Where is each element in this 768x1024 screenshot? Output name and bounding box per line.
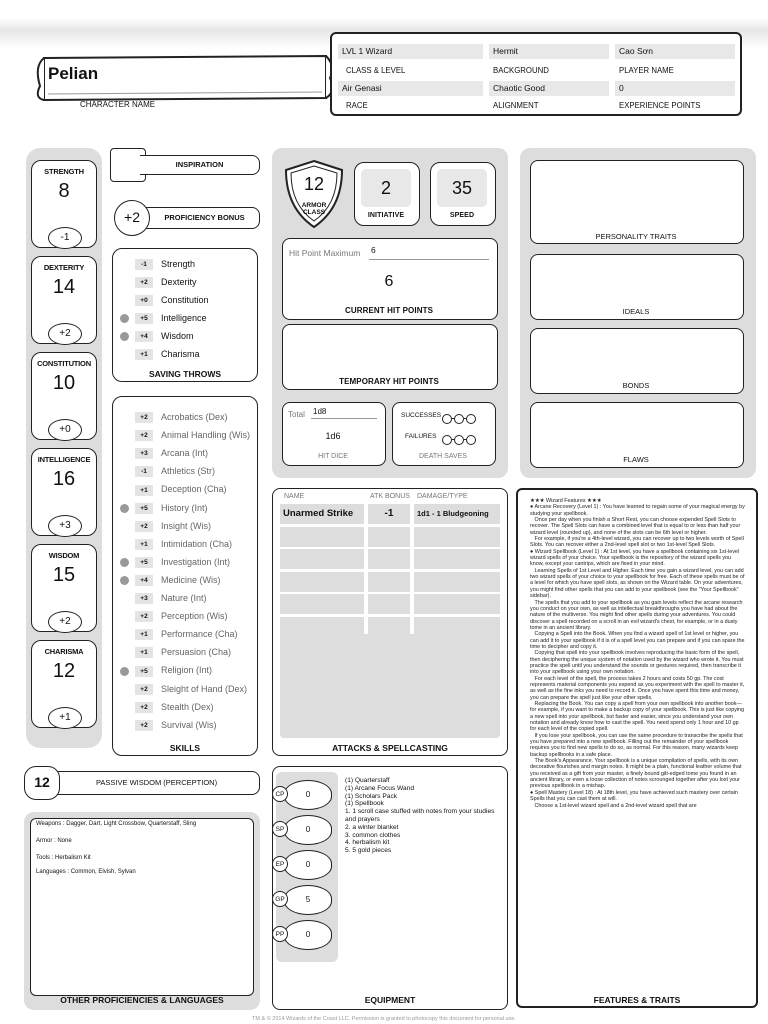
class-level-label: CLASS & LEVEL	[346, 66, 406, 75]
attack-damage[interactable]	[414, 594, 500, 614]
attack-damage[interactable]	[414, 549, 500, 569]
hp-max-underline	[369, 259, 489, 260]
proficiency-dot[interactable]	[120, 522, 129, 531]
equipment-item: 3. common clothes	[345, 831, 401, 839]
skill-row[interactable]	[120, 698, 214, 716]
skill-name: Medicine (Wis)	[161, 574, 221, 585]
skill-row[interactable]	[120, 607, 228, 625]
hp-current-label: CURRENT HIT POINTS	[344, 306, 434, 315]
character-name[interactable]: Pelian	[48, 64, 99, 83]
skill-name: Religion (Int)	[161, 665, 213, 676]
attack-name[interactable]	[280, 527, 364, 547]
skill-mod: +2	[135, 702, 153, 713]
coin-sp	[275, 815, 332, 845]
equipment-item: (1) Scholars Pack	[345, 792, 398, 800]
armor-class-value[interactable]: 12	[303, 174, 325, 194]
proficiency-dot[interactable]	[120, 296, 129, 305]
ability-name: DEXTERITY	[43, 263, 85, 272]
ability-dexterity	[31, 256, 97, 344]
attack-name[interactable]	[280, 594, 364, 614]
skill-mod: +5	[135, 557, 153, 568]
skill-name: Athletics (Str)	[161, 466, 216, 477]
ideals-label: IDEALS	[622, 307, 650, 316]
skill-name: Investigation (Int)	[161, 556, 231, 567]
proficiency-block	[110, 198, 260, 238]
proficiency-line: Languages : Common, Elvish, Sylvan	[36, 869, 136, 875]
saving-throw-mod: +1	[135, 349, 153, 360]
feature-paragraph: Choose a 1st-level wizard spell and a 2nd-level wizard spell that are	[530, 802, 697, 809]
feature-paragraph: Copying that spell into your spellbook involves reproducing the basic form of the spell, then deciphering the unique system of notation used by the wizard who wrote it. You must practice the spell until you understand the sounds or gestures required, then transcribe it into your spellbook using your own notation.	[530, 650, 746, 676]
proficiency-dot[interactable]	[120, 667, 129, 676]
proficiency-dot[interactable]	[120, 467, 129, 476]
skill-row[interactable]	[120, 625, 238, 643]
saving-throw-mod: +2	[135, 277, 153, 288]
skill-row[interactable]	[120, 643, 231, 661]
bonds-box[interactable]	[530, 328, 744, 394]
coin-label: CP	[272, 786, 288, 802]
feature-paragraph: For example, if you're a 4th-level wizard, you can recover up to two levels worth of Spell Slots. You can recover either a 2nd-level spell slot or two 1st-level Spell Slots.	[530, 536, 746, 549]
skill-name: Intimidation (Cha)	[161, 538, 233, 549]
skill-mod: +2	[135, 684, 153, 695]
coin-gp	[275, 885, 332, 915]
initiative-label: INITIATIVE	[367, 212, 405, 219]
death-save-successes-label: SUCCESSES	[401, 412, 442, 419]
feature-paragraph: ● Arcane Recovery (Level 1) : You have learned to regain some of your magical energy by studying your spellbook.	[530, 504, 747, 517]
hp-max-label: Hit Point Maximum	[289, 248, 361, 258]
coin-pp	[275, 920, 332, 950]
hit-dice-box	[282, 402, 386, 466]
proficiencies-title: OTHER PROFICIENCIES & LANGUAGES	[60, 995, 224, 1005]
proficiency-dot[interactable]	[120, 486, 129, 495]
skill-row[interactable]	[120, 499, 208, 517]
death-saves-box	[392, 402, 496, 466]
feature-paragraph: For each level of the spell, the process takes 2 hours and costs 50 gp. The cost represents material components you expend as you experiment with the spell to master it, as well as the fine inks you need to record it. Once you have spent this time and money, you can prepare the spell just like your other spells.	[530, 675, 746, 701]
proficiency-dot[interactable]	[120, 558, 129, 567]
race-label: RACE	[346, 101, 368, 110]
equipment-title: EQUIPMENT	[364, 995, 416, 1005]
ability-intelligence	[31, 448, 97, 536]
skill-name: Survival (Wis)	[161, 719, 217, 730]
proficiency-dot[interactable]	[120, 332, 129, 341]
hp-current-value[interactable]: 6	[384, 273, 394, 290]
proficiency-line: Weapons : Dagger, Dart, Light Crossbow, Quarterstaff, Sling	[36, 821, 197, 827]
proficiency-label: PROFICIENCY BONUS	[140, 207, 260, 229]
skill-name: Sleight of Hand (Dex)	[161, 683, 248, 694]
attack-name[interactable]	[280, 572, 364, 592]
speed-box	[430, 162, 496, 226]
header-info-box	[330, 32, 742, 116]
skill-row[interactable]	[120, 444, 208, 462]
armor-class-label: ARMOR CLASS	[301, 202, 327, 216]
hit-dice-label: HIT DICE	[318, 453, 348, 460]
inspiration-block	[110, 148, 260, 182]
proficiency-dot[interactable]	[120, 540, 129, 549]
saving-throw-name: Dexterity	[161, 277, 197, 287]
ability-name: CHARISMA	[44, 647, 84, 656]
equipment-item: (1) Spellbook	[345, 800, 384, 808]
saving-throw-name: Intelligence	[161, 313, 207, 323]
temp-hp-box[interactable]	[282, 324, 498, 390]
saving-throw-mod: +0	[135, 295, 153, 306]
feature-paragraph: Learning Spells of 1st Level and Higher. Each time you gain a wizard level, you can add two wizard spells of your choice to your spellbook for free. Each of these spells must be of a level for which you have spell slots, as shown on the Wizard table. On your adventures, you might find other spells that you can add to your spellbook (see the "Your Spellbook" sidebar).	[530, 567, 747, 600]
proficiency-dot[interactable]	[120, 612, 129, 621]
coin-value[interactable]: 0	[284, 780, 332, 810]
attack-bonus[interactable]	[368, 527, 410, 547]
coin-label: GP	[272, 891, 288, 907]
ability-name: CONSTITUTION	[37, 359, 91, 368]
skill-name: Persuasion (Cha)	[161, 647, 232, 658]
skill-row[interactable]	[120, 571, 221, 589]
flaws-box[interactable]	[530, 402, 744, 468]
attack-bonus[interactable]	[368, 594, 410, 614]
initiative-box	[354, 162, 420, 226]
death-save-failures[interactable]	[443, 431, 476, 449]
ability-modifier[interactable]: +3	[48, 515, 82, 537]
experience-field[interactable]: 0	[615, 81, 735, 96]
skill-mod: +3	[135, 448, 153, 459]
player-name-field[interactable]: Cao Sơn	[615, 44, 735, 59]
skill-row[interactable]	[120, 535, 232, 553]
skill-mod: +2	[135, 412, 153, 423]
skill-mod: +2	[135, 430, 153, 441]
feature-paragraph: The spells that you add to your spellbook as you gain levels reflect the arcane research you conduct on your own, as well as intellectual breakthroughs you have had about the nature of the multiverse. You might find other spells during your adventures. You could discover a spell recorded on a scroll in an evil wizard's chest, for example, or in a dusty tome in an ancient library.	[530, 599, 744, 631]
saving-throw-row[interactable]	[120, 291, 209, 309]
saving-throw-row[interactable]	[120, 327, 194, 345]
hit-dice-total-value[interactable]: 1d8	[313, 407, 327, 416]
skill-name: Animal Handling (Wis)	[161, 430, 251, 441]
proficiency-dot[interactable]	[120, 685, 129, 694]
skill-mod: +2	[135, 521, 153, 532]
proficiencies-box[interactable]	[30, 818, 254, 996]
coin-ep	[275, 850, 332, 880]
features-text[interactable]	[530, 498, 746, 988]
experience-label: EXPERIENCE POINTS	[619, 101, 701, 110]
ability-name: INTELLIGENCE	[37, 455, 91, 464]
death-saves-label: DEATH SAVES	[419, 453, 467, 460]
attacks-col-damage: DAMAGE/TYPE	[417, 493, 468, 500]
skill-row[interactable]	[120, 661, 212, 679]
equipment-item: 1. 1 scroll case stuffed with notes from your studies and prayers	[345, 808, 495, 823]
skills-title: SKILLS	[169, 743, 201, 753]
attack-bonus[interactable]	[368, 572, 410, 592]
proficiency-dot[interactable]	[120, 721, 129, 730]
ability-score[interactable]: 14	[52, 276, 76, 298]
attacks-col-name: NAME	[284, 493, 305, 500]
proficiency-dot[interactable]	[120, 413, 129, 422]
proficiency-dot[interactable]	[120, 648, 129, 657]
ability-score[interactable]: 10	[52, 372, 76, 394]
equipment-item: 5. 5 gold pieces	[345, 847, 392, 855]
feature-paragraph: ● Spell Mastery (Level 18) : At 18th level, you have achieved such mastery over certain Spells that you can cast them at will.	[530, 789, 740, 803]
character-name-label: CHARACTER NAME	[80, 100, 156, 109]
skill-name: Arcana (Int)	[161, 448, 209, 459]
hit-dice-total-label: Total	[288, 410, 305, 419]
skill-row[interactable]	[120, 480, 227, 498]
speed-value[interactable]: 35	[437, 169, 487, 207]
saving-throw-name: Constitution	[161, 295, 209, 305]
skill-name: Acrobatics (Dex)	[161, 412, 228, 422]
ability-modifier[interactable]: +2	[48, 611, 82, 633]
skill-row[interactable]	[120, 680, 247, 698]
equipment-list[interactable]	[345, 777, 503, 855]
ability-modifier[interactable]: -1	[48, 227, 82, 249]
attack-damage[interactable]: 1d1 - 1 Bludgeoning	[414, 504, 500, 524]
skill-mod: +1	[135, 485, 153, 496]
feature-paragraph: The Book's Appearance. Your spellbook is a unique compilation of spells, with its own decorative flourishes and margin notes. It might be a plain, functional leather volume that you received as a gift from your master, a finely bound gilt-edged tome you found in an ancient library, or even a loose collection of notes scrounged together after you lost your previous spellbook in a mishap.	[530, 758, 744, 790]
skill-mod: +1	[135, 647, 153, 658]
class-level-field[interactable]: LVL 1 Wizard	[338, 44, 483, 59]
current-hp-box	[282, 238, 498, 320]
feature-paragraph: ★★★ Wizard Features ★★★	[530, 498, 602, 504]
skill-name: Performance (Cha)	[161, 629, 238, 640]
background-field[interactable]: Hermit	[489, 44, 609, 59]
skill-row[interactable]	[120, 408, 228, 426]
ability-strength	[31, 160, 97, 248]
passive-perception-label: PASSIVE WISDOM (PERCEPTION)	[54, 771, 260, 795]
ability-modifier[interactable]: +1	[48, 707, 82, 729]
ability-score[interactable]: 12	[52, 660, 76, 682]
personality-traits-box[interactable]	[530, 160, 744, 244]
personality-traits-label: PERSONALITY TRAITS	[595, 232, 677, 241]
equipment-item: (1) Arcane Focus Wand	[345, 784, 415, 792]
proficiency-dot[interactable]	[120, 350, 129, 359]
coin-value[interactable]: 0	[284, 920, 332, 950]
ability-wisdom	[31, 544, 97, 632]
attack-name[interactable]	[280, 549, 364, 569]
ability-score[interactable]: 8	[58, 180, 70, 202]
proficiency-dot[interactable]	[120, 703, 129, 712]
saving-throw-mod: -1	[135, 259, 153, 270]
skill-mod: +4	[135, 575, 153, 586]
saving-throw-row[interactable]	[120, 345, 200, 363]
ability-score[interactable]: 16	[52, 468, 76, 490]
attack-bonus[interactable]	[368, 549, 410, 569]
ability-modifier[interactable]: +0	[48, 419, 82, 441]
hit-dice-value[interactable]: 1d6	[325, 431, 341, 441]
proficiency-dot[interactable]	[120, 594, 129, 603]
proficiency-line: Armor : None	[36, 838, 72, 844]
hit-dice-underline	[311, 418, 377, 419]
skill-name: Insight (Wis)	[161, 520, 212, 531]
feature-paragraph: ● Wizard Spellbook (Level 1) : At 1st level, you have a spellbook containing six 1st-level wizard spells of your choice. Your spellbook is the repository of the wizard spells you know, except your cantrips, which are fixed in your mind.	[530, 548, 741, 568]
proficiency-dot[interactable]	[120, 314, 129, 323]
ability-name: WISDOM	[48, 551, 80, 560]
ability-charisma	[31, 640, 97, 728]
skill-mod: +3	[135, 593, 153, 604]
skill-name: Perception (Wis)	[161, 611, 228, 622]
alignment-label: ALIGNMENT	[493, 101, 539, 110]
saving-throw-name: Charisma	[161, 349, 200, 359]
skill-row[interactable]	[120, 589, 207, 607]
feature-paragraph: Copying a Spell into the Book. When you find a wizard spell of 1st level or higher, you can add it to your spellbook if it is of a spell level you can prepare and if you can spare the time to decipher and copy it.	[530, 631, 747, 650]
skill-row[interactable]	[120, 716, 217, 734]
saving-throw-name: Strength	[161, 259, 196, 269]
coin-label: SP	[272, 821, 288, 837]
proficiency-dot[interactable]	[120, 260, 129, 269]
saving-throw-row[interactable]	[120, 255, 195, 273]
attacks-title: ATTACKS & SPELLCASTING	[332, 743, 448, 753]
death-save-successes[interactable]	[443, 410, 476, 428]
saving-throw-name: Wisdom	[161, 331, 194, 341]
ability-constitution	[31, 352, 97, 440]
attack-damage[interactable]	[414, 572, 500, 592]
coin-cp	[275, 780, 332, 810]
alignment-field[interactable]: Chaotic Good	[489, 81, 609, 96]
skill-row[interactable]	[120, 553, 230, 571]
equipment-item: 2. a winter blanket	[345, 823, 399, 831]
skill-row[interactable]	[120, 517, 211, 535]
saving-throw-row[interactable]	[120, 273, 197, 291]
footer-copyright: TM & © 2014 Wizards of the Coast LLC. Permission is granted to photocopy this document for personal use.	[252, 1016, 516, 1022]
skill-name: Nature (Int)	[161, 593, 207, 603]
hp-max-value[interactable]: 6	[371, 245, 376, 255]
feature-paragraph: Once per day when you finish a Short Rest, you can choose expended Spell Slots to recover. The Spell Slots can have a combined level that is equal to or less than half your wizard level (rounded up), and none of the slots can be 6th level or higher.	[530, 517, 742, 536]
skill-mod: -1	[135, 466, 153, 477]
proficiency-line: Tools : Herbalism Kit	[36, 855, 91, 861]
attacks-col-bonus: ATK BONUS	[370, 493, 410, 500]
background-label: BACKGROUND	[493, 66, 549, 75]
ability-modifier[interactable]: +2	[48, 323, 82, 345]
skill-mod: +2	[135, 720, 153, 731]
speed-label: SPEED	[449, 212, 475, 219]
proficiency-value[interactable]: +2	[114, 200, 150, 236]
passive-perception-value[interactable]: 12	[24, 766, 60, 800]
coin-label: PP	[272, 926, 288, 942]
proficiency-dot[interactable]	[120, 630, 129, 639]
saving-throw-row[interactable]	[120, 309, 207, 327]
ideals-box[interactable]	[530, 254, 744, 320]
proficiency-dot[interactable]	[120, 576, 129, 585]
bonds-label: BONDS	[622, 381, 650, 390]
feature-paragraph: If you lose your spellbook, you can use the same procedure to transcribe the spells that you have prepared into a new spellbook. Filling out the remainder of your spellbook requires you to find new spells to do so, as normal. For this reason, many wizards keep backup spellbooks in a safe place.	[530, 732, 745, 758]
skill-name: Stealth (Dex)	[161, 701, 214, 712]
skill-mod: +1	[135, 539, 153, 550]
proficiency-dot[interactable]	[120, 504, 129, 513]
ability-name: STRENGTH	[44, 167, 84, 176]
coin-value[interactable]: 0	[284, 850, 332, 880]
saving-throw-mod: +4	[135, 331, 153, 342]
proficiency-dot[interactable]	[120, 278, 129, 287]
skill-name: Deception (Cha)	[161, 484, 227, 495]
temp-hp-label: TEMPORARY HIT POINTS	[339, 377, 439, 386]
death-save-failures-label: FAILURES	[405, 433, 437, 440]
passive-perception-block	[24, 766, 260, 800]
skill-mod: +5	[135, 666, 153, 677]
player-name-label: PLAYER NAME	[619, 66, 674, 75]
attack-name[interactable]: Unarmed Strike	[280, 504, 364, 524]
inspiration-label: INSPIRATION	[140, 155, 260, 175]
skill-mod: +1	[135, 629, 153, 640]
attack-damage[interactable]	[414, 527, 500, 547]
skill-mod: +2	[135, 611, 153, 622]
equipment-item: (1) Quarterstaff	[345, 777, 390, 784]
skill-row[interactable]	[120, 462, 215, 480]
proficiency-dot[interactable]	[120, 431, 129, 440]
initiative-value[interactable]: 2	[361, 169, 411, 207]
coin-label: EP	[272, 856, 288, 872]
ability-score[interactable]: 15	[52, 564, 76, 586]
attacks-notes-area[interactable]	[280, 634, 500, 738]
coin-value[interactable]: 0	[284, 815, 332, 845]
equipment-item: 4. herbalism kit	[345, 839, 390, 847]
coin-value[interactable]: 5	[284, 885, 332, 915]
features-title: FEATURES & TRAITS	[593, 995, 681, 1005]
skill-name: History (Int)	[161, 502, 208, 513]
skill-row[interactable]	[120, 426, 250, 444]
saving-throw-mod: +5	[135, 313, 153, 324]
feature-paragraph: Replacing the Book. You can copy a spell from your own spellbook into another book—for example, if you want to make a backup copy of your spellbook. This is just like copying a new spell into your spellbook, but faster and easier, since you understand your own notation and already know how to cast the spell. You need spend only 1 hour and 10 gp for each level of the copied spell.	[530, 701, 746, 733]
flaws-label: FLAWS	[623, 455, 649, 464]
saving-throws-title: SAVING THROWS	[148, 369, 222, 379]
race-field[interactable]: Air Genasi	[338, 81, 483, 96]
proficiency-dot[interactable]	[120, 449, 129, 458]
skill-mod: +5	[135, 503, 153, 514]
attack-bonus[interactable]: -1	[368, 504, 410, 524]
